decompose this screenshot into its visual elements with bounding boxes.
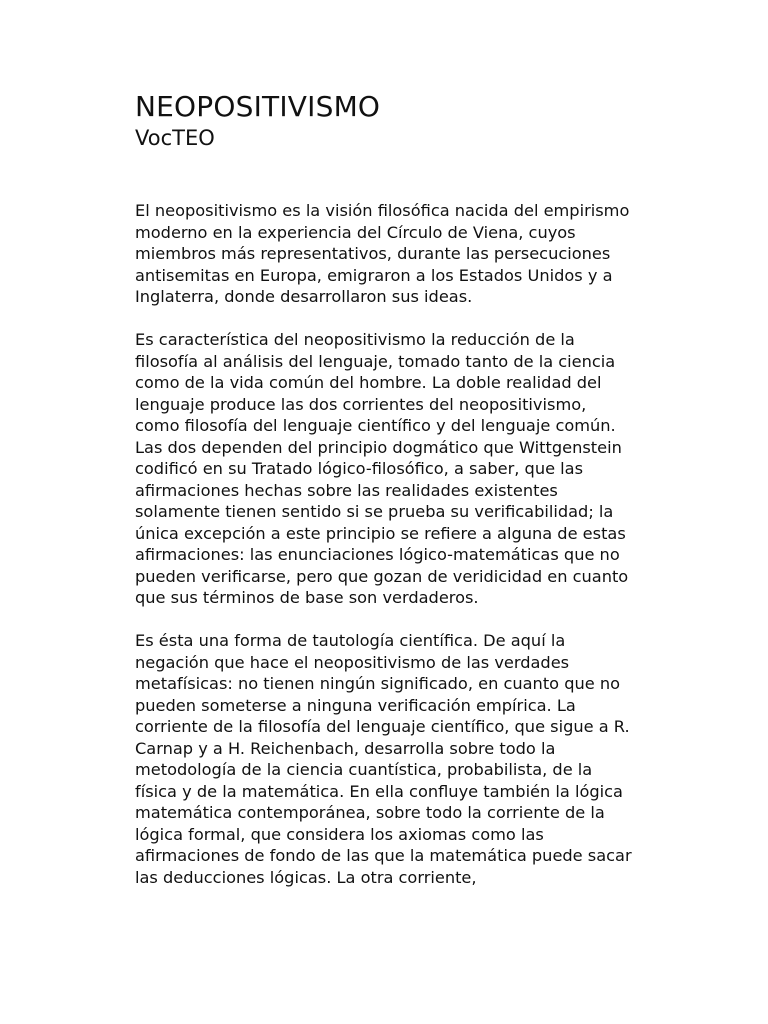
document-page	[135, 90, 635, 910]
document-title: NEOPOSITIVISMO	[135, 90, 381, 123]
document-subtitle: VocTEO	[135, 126, 215, 150]
paragraph-3: Es ésta una forma de tautología científica. De aquí la negación que hace el neopositivismo de las verdades metafísicas: no tienen ningún significado, en cuanto que no pueden someterse a ninguna verificación empírica. La corriente de la filosofía del lenguaje científico, que sigue a R. Carnap y a H. Reichenbach, desarrolla sobre todo la metodología de la ciencia cuantística, probabilista, de la física y de la matemática. En ella confluye también la lógica matemática contemporánea, sobre todo la corriente de la lógica formal, que considera los axiomas como las afirmaciones de fondo de las que la matemática puede sacar las deducciones lógicas. La otra corriente,	[135, 631, 632, 887]
paragraph-2: Es característica del neopositivismo la reducción de la filosofía al análisis del lenguaje, tomado tanto de la ciencia como de la vida común del hombre. La doble realidad del lenguaje produce las dos corrientes del neopositivismo, como filosofía del lenguaje científico y del lenguaje común. Las dos dependen del principio dogmático que Wittgenstein codificó en su Tratado lógico-filosófico, a saber, que las afirmaciones hechas sobre las realidades existentes solamente tienen sentido si se prueba su verificabilidad; la única excepción a este principio se refiere a alguna de estas afirmaciones: las enunciaciones lógico-matemáticas que no pueden verificarse, pero que gozan de veridicidad en cuanto que sus términos de base son verdaderos.	[135, 330, 629, 607]
paragraph-1: El neopositivismo es la visión filosófica nacida del empirismo moderno en la experiencia del Círculo de Viena, cuyos miembros más representativos, durante las persecuciones antisemitas en Europa, emigraron a los Estados Unidos y a Inglaterra, donde desarrollaron sus ideas.	[135, 201, 630, 306]
